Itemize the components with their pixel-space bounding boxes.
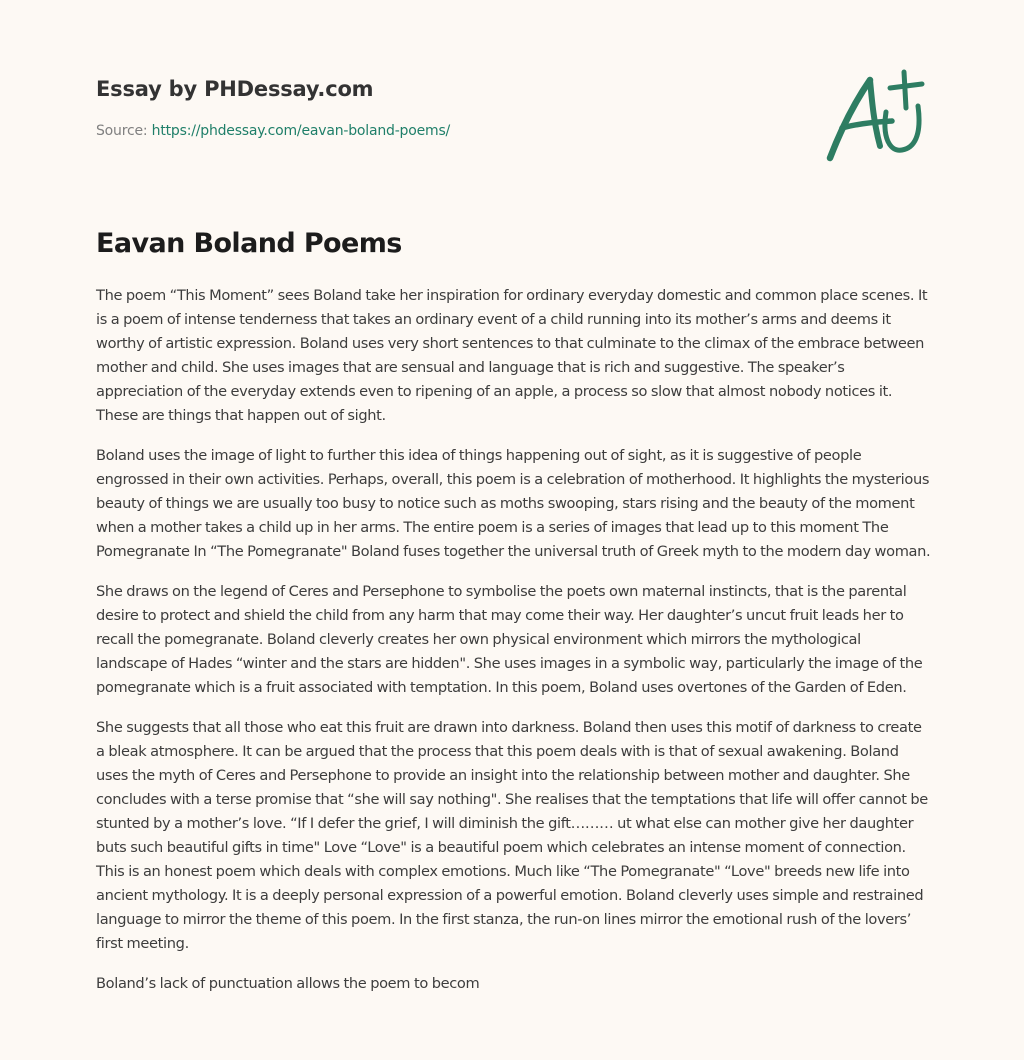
source-label: Source: (96, 123, 148, 139)
essay-paragraph: She suggests that all those who eat this fruit are drawn into darkness. Boland then uses this motif of darkness to create a bleak atmosphere. It can be argued that the process that this poem deals with is that of sexual awakening. Boland uses the myth of Ceres and Persephone to provide an insight into the relationship between mother and daughter. She concludes with a terse promise that “she will say nothing". She realises that the temptations that life will offer cannot be stunted by a mother’s love. “If I defer the grief, I will diminish the gift……… ut what else can mother give her daughter buts such beautiful gifts in time" Love “Love" is a beautiful poem which celebrates an intense moment of connection. This is an honest poem which deals with complex emotions. Much like “The Pomegranate" “Love" breeds new life into ancient mythology. It is a deeply personal expression of a powerful emotion. Boland cleverly uses simple and restrained language to mirror the theme of this poem. In the first stanza, the run-on lines mirror the emotional rush of the lovers’ first meeting. (96, 719, 928, 952)
essay-paragraph: Boland uses the image of light to further this idea of things happening out of sight, as it is suggestive of people engrossed in their own activities. Perhaps, overall, this poem is a celebration of motherhood. It highlights the mysterious beauty of things we are usually too busy to notice such as moths swooping, stars rising and the beauty of the moment when a mother takes a child up in her arms. The entire poem is a series of images that lead up to this moment The Pomegranate In “The Pomegranate" Boland fuses together the universal truth of Greek myth to the modern day woman. (96, 447, 931, 560)
source-link[interactable]: https://phdessay.com/eavan-boland-poems/ (151, 123, 451, 139)
site-title: Essay by PHDessay.com (96, 77, 374, 101)
page-header (96, 74, 936, 141)
essay-body (96, 284, 932, 1012)
a-plus-grade-icon (818, 66, 930, 166)
essay-paragraph: Boland’s lack of punctuation allows the poem to becom (96, 975, 480, 992)
essay-paragraph: The poem “This Moment” sees Boland take her inspiration for ordinary everyday domestic and common place scenes. It is a poem of intense tenderness that takes an ordinary event of a child running into its mother’s arms and deems it worthy of artistic expression. Boland uses very short sentences to that culminate to the climax of the embrace between mother and child. She uses images that are sensual and language that is rich and suggestive. The speaker’s appreciation of the everyday extends even to ripening of an apple, a process so slow that almost nobody notices it. These are things that happen out of sight. (96, 287, 928, 424)
source-line (96, 121, 936, 141)
essay-title: Eavan Boland Poems (96, 228, 402, 259)
essay-paragraph: She draws on the legend of Ceres and Persephone to symbolise the poets own maternal instincts, that is the parental desire to protect and shield the child from any harm that may come their way. Her daughter’s uncut fruit leads her to recall the pomegranate. Boland cleverly creates her own physical environment which mirrors the mythological landscape of Hades “winter and the stars are hidden". She uses images in a symbolic way, particularly the image of the pomegranate which is a fruit associated with temptation. In this poem, Boland uses overtones of the Garden of Eden. (96, 583, 923, 696)
